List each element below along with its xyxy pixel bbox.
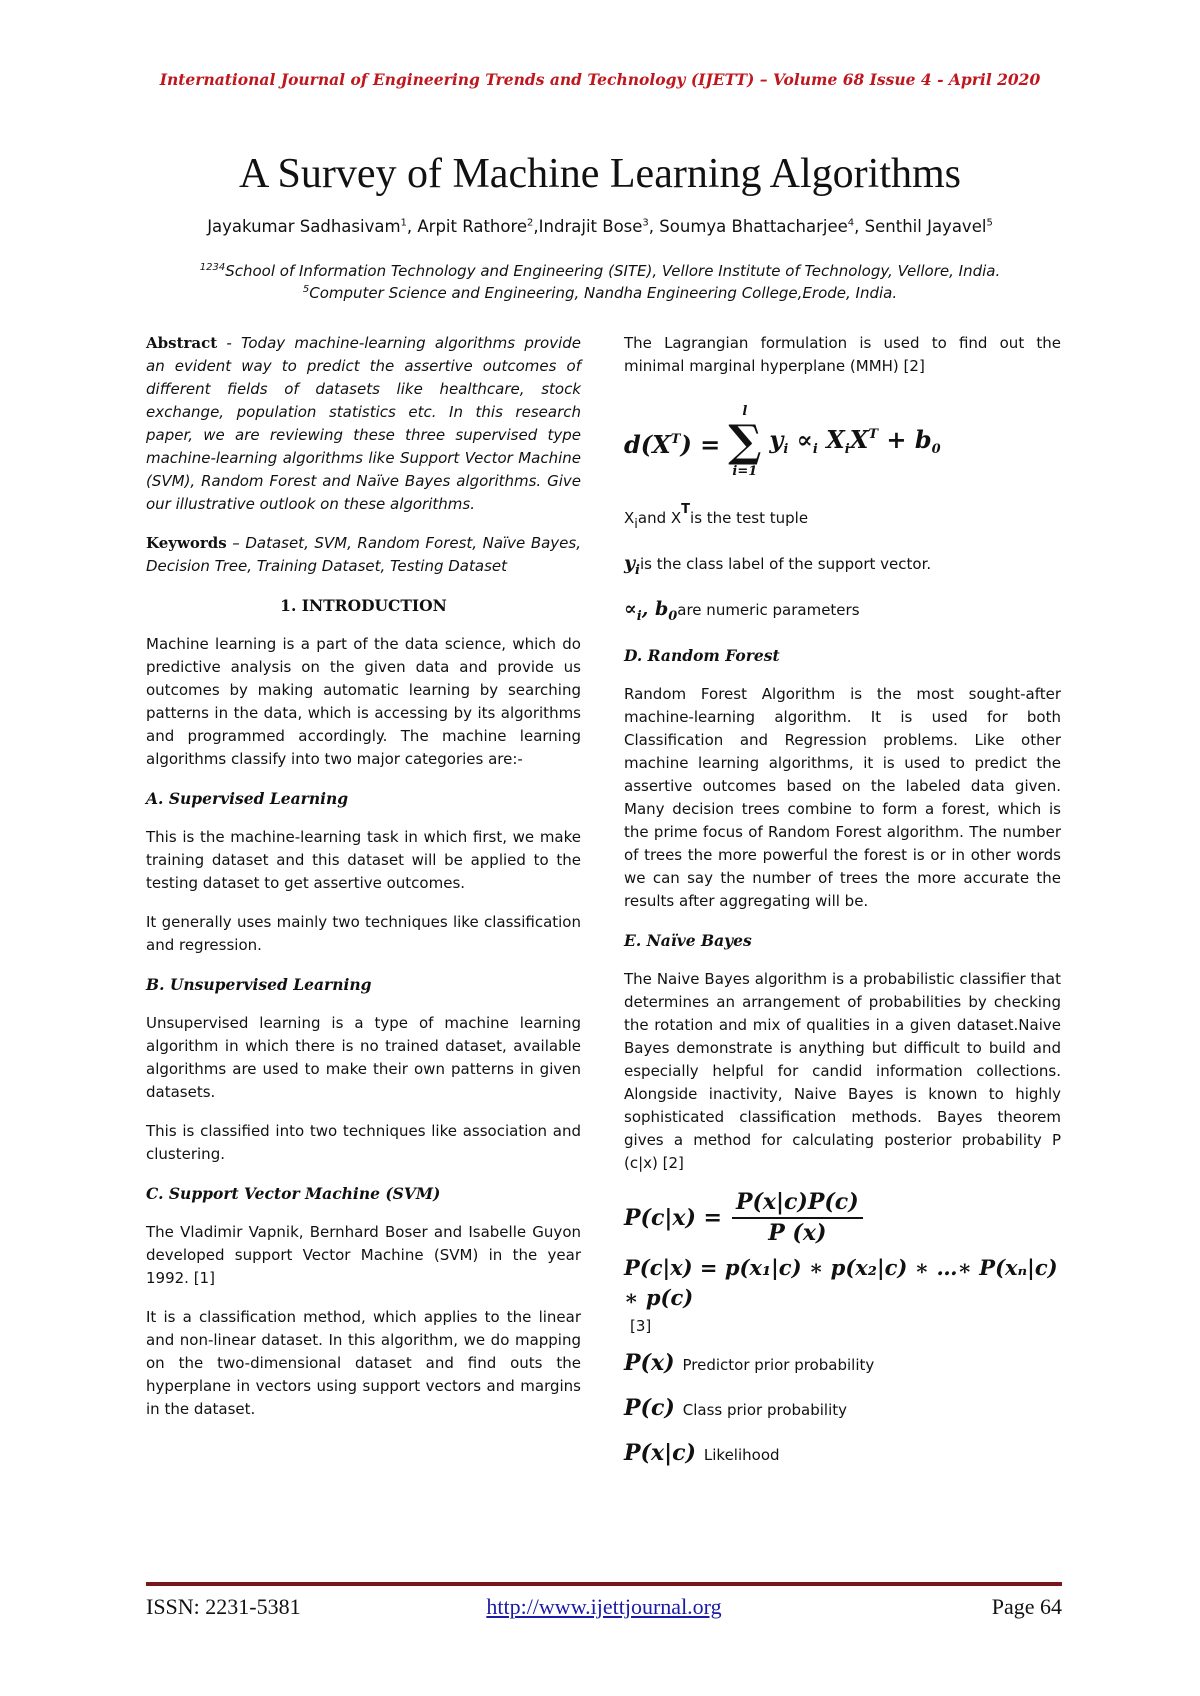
bayes-fraction xyxy=(732,1191,863,1245)
bayes-denominator: P (x) xyxy=(768,1220,827,1246)
random-forest-paragraph: Random Forest Algorithm is the most sought-after machine-learning algorithm. It is used for both Classification and Regression problems. Like other machine learning algorithms, it is used to predict the assertive outcomes based on the labeled data given. Many decision trees combine to form a forest, which is the prime focus of Random Forest algorithm. The number of trees the more powerful the forest is or in other words we can say the number of trees the more accurate the results after aggregating will be. xyxy=(624,685,1061,910)
lagrangian-paragraph: The Lagrangian formulation is used to find out the minimal marginal hyperplane (MMH) [2] xyxy=(624,334,1061,375)
svm-paragraph-2: It is a classification method, which applies to the linear and non-linear dataset. In this algorithm, we do mapping on the two-dimensional dataset and find outs the hyperplane in vectors using support vectors and margins in the dataset. xyxy=(146,1308,581,1418)
sum-upper-limit: l xyxy=(742,404,748,419)
abstract-label: Abstract xyxy=(146,334,218,352)
author-name: Senthil Jayavel xyxy=(864,217,987,236)
affil-text: School of Information Technology and Engineering (SITE), Vellore Institute of Technology, Vellore, India. xyxy=(225,262,1001,280)
naive-bayes-chain-equation: P(c|x) = p(x₁|c) ∗ p(x₂|c) ∗ …∗ P(xₙ|c) ∗ p(c) xyxy=(624,1255,1058,1310)
definition-row xyxy=(624,1352,1061,1377)
xi-sub: i xyxy=(634,517,638,532)
eq-y: y xyxy=(769,425,784,454)
subsection-heading-unsupervised: B. Unsupervised Learning xyxy=(146,975,372,994)
keywords-label: Keywords xyxy=(146,534,227,552)
definition-symbol: P(x|c) xyxy=(624,1440,696,1466)
author-affil-marker: 2 xyxy=(527,217,534,229)
eq-b-sub: 0 xyxy=(931,442,941,457)
eq-b: + b xyxy=(878,425,932,454)
params-text: are numeric parameters xyxy=(677,601,860,619)
eq-lhs-close: ) = xyxy=(680,430,721,459)
left-column xyxy=(146,332,581,1437)
supervised-paragraph-2: It generally uses mainly two techniques like classification and regression. xyxy=(146,913,581,954)
keywords xyxy=(146,532,581,578)
journal-header: International Journal of Engineering Trends and Technology (IJETT) – Volume 68 Issue 4 - April 2020 xyxy=(159,70,1041,89)
sum-lower-limit: i=1 xyxy=(732,464,758,479)
footer-issn: ISSN: 2231-5381 xyxy=(146,1594,301,1619)
bayes-theorem-equation xyxy=(624,1191,1061,1245)
summation xyxy=(728,405,761,479)
definition-text: Predictor prior probability xyxy=(682,1356,875,1374)
author-separator: , xyxy=(854,217,865,236)
affiliation-1 xyxy=(0,262,1200,280)
y-sub: i xyxy=(635,563,640,578)
eq-lhs-text: d(X xyxy=(624,430,671,459)
definition-symbol: P(c) xyxy=(624,1395,675,1421)
author-separator: , xyxy=(533,217,539,236)
definition-row xyxy=(624,1397,1061,1422)
paper-title: A Survey of Machine Learning Algorithms xyxy=(238,151,962,197)
eq-lhs-sup: T xyxy=(670,432,681,447)
author-affil-marker: 3 xyxy=(642,217,649,229)
xi-var: X xyxy=(624,509,635,527)
unsupervised-paragraph-1: Unsupervised learning is a type of machine learning algorithm in which there is no trained dataset, available algorithms are used to make their own patterns in given datasets. xyxy=(146,1014,581,1101)
author-name: Jayakumar Sadhasivam xyxy=(207,217,401,236)
test-tuple-text: and X xyxy=(637,509,682,527)
naive-bayes-paragraph: The Naive Bayes algorithm is a probabilistic classifier that determines an arrangement of probabilities by checking the rotation and mix of qualities in a given dataset.Naive Bayes demonstrate is anything but difficult to build and especially helpful for candid information collections. Alongside inactivity, Naive Bayes is known to highly sophisticated classification methods. Bayes theorem gives a method for calculating posterior probability P (c|x) [2] xyxy=(624,970,1061,1172)
b-sub: 0 xyxy=(668,609,678,624)
definition-text: Likelihood xyxy=(703,1446,780,1464)
bayes-numerator: P(x|c)P(c) xyxy=(732,1191,863,1219)
alpha-var: ∝ xyxy=(624,598,637,620)
subsection-heading-svm: C. Support Vector Machine (SVM) xyxy=(146,1184,441,1203)
subsection-heading-naive-bayes: E. Naïve Bayes xyxy=(624,931,752,950)
eq-xt: X xyxy=(849,425,869,454)
journal-link[interactable]: http://www.ijettjournal.org xyxy=(486,1594,722,1619)
unsupervised-paragraph-2: This is classified into two techniques like association and clustering. xyxy=(146,1122,581,1163)
test-tuple-sup: T xyxy=(681,502,691,517)
author-name: Arpit Rathore xyxy=(417,217,528,236)
author-affil-marker: 4 xyxy=(847,217,855,229)
eq-alpha: ∝ xyxy=(788,425,813,454)
definition-row xyxy=(624,1442,1061,1467)
author-affil-marker: 5 xyxy=(986,217,993,229)
keywords-text: – Dataset, SVM, Random Forest, Naïve Bayes, Decision Tree, Training Dataset, Testing Dataset xyxy=(146,534,581,575)
svm-paragraph-1: The Vladimir Vapnik, Bernhard Boser and Isabelle Guyon developed support Vector Machine (SVM) in the year 1992. [1] xyxy=(146,1223,581,1287)
author-list xyxy=(0,217,1200,236)
supervised-paragraph-1: This is the machine-learning task in which first, we make training dataset and this dataset will be applied to the testing dataset to get assertive outcomes. xyxy=(146,828,581,892)
definition-text: Class prior probability xyxy=(682,1401,847,1419)
eq-lhs xyxy=(624,428,721,459)
author-separator: , xyxy=(406,217,418,236)
footer-rule xyxy=(146,1582,1062,1586)
page-number: Page 64 xyxy=(991,1594,1062,1619)
intro-paragraph: Machine learning is a part of the data science, which do predictive analysis on the given data and provide us outcomes by making automatic learning by searching patterns in the data, which is accessing by its algorithms and programmed accordingly. The machine learning algorithms classify into two major categories are:- xyxy=(146,635,581,768)
affil-text: Computer Science and Engineering, Nandha Engineering College,Erode, India. xyxy=(309,284,898,302)
subsection-heading-random-forest: D. Random Forest xyxy=(624,646,780,665)
class-label-line xyxy=(624,552,1061,582)
definition-symbol: P(x) xyxy=(624,1350,675,1376)
equation-reference: [3] xyxy=(630,1317,652,1335)
section-heading-introduction: 1. INTRODUCTION xyxy=(280,596,447,615)
author-separator: , xyxy=(648,217,660,236)
class-label-text: is the class label of the support vector. xyxy=(640,555,932,573)
affil-marker: 5 xyxy=(302,284,310,295)
y-var: y xyxy=(624,552,636,574)
affil-marker: 1234 xyxy=(199,262,226,273)
numeric-params-line xyxy=(624,598,1061,628)
sigma-symbol: ∑ xyxy=(728,416,762,467)
author-affil-marker: 1 xyxy=(400,217,407,229)
abstract xyxy=(146,332,581,516)
abstract-text: - Today machine-learning algorithms provide an evident way to predict the assertive outcomes of different fields of datasets like healthcare, stock exchange, population statistics etc. In this research paper, we are reviewing these three supervised type machine-learning algorithms like Support Vector Machine (SVM), Random Forest and Naïve Bayes algorithms. Give our illustrative outlook on these algorithms. xyxy=(146,334,581,513)
author-name: Indrajit Bose xyxy=(538,217,643,236)
test-tuple-tail: is the test tuple xyxy=(690,509,809,527)
bayes-lhs: P(c|x) = xyxy=(624,1204,722,1231)
right-column xyxy=(624,332,1061,1487)
affiliation-2 xyxy=(0,284,1200,302)
svm-decision-equation xyxy=(624,394,1061,490)
subsection-heading-supervised: A. Supervised Learning xyxy=(146,789,349,808)
b-var: , b xyxy=(641,598,669,620)
test-tuple-line xyxy=(624,498,1061,536)
eq-rhs: $y_i \propto_i$ $X_iX^T + b_0$ xyxy=(769,425,941,457)
page-footer xyxy=(146,1594,1062,1620)
author-name: Soumya Bhattacharjee xyxy=(659,217,848,236)
alpha-sub: i xyxy=(636,609,642,624)
eq-x: X xyxy=(817,425,845,454)
